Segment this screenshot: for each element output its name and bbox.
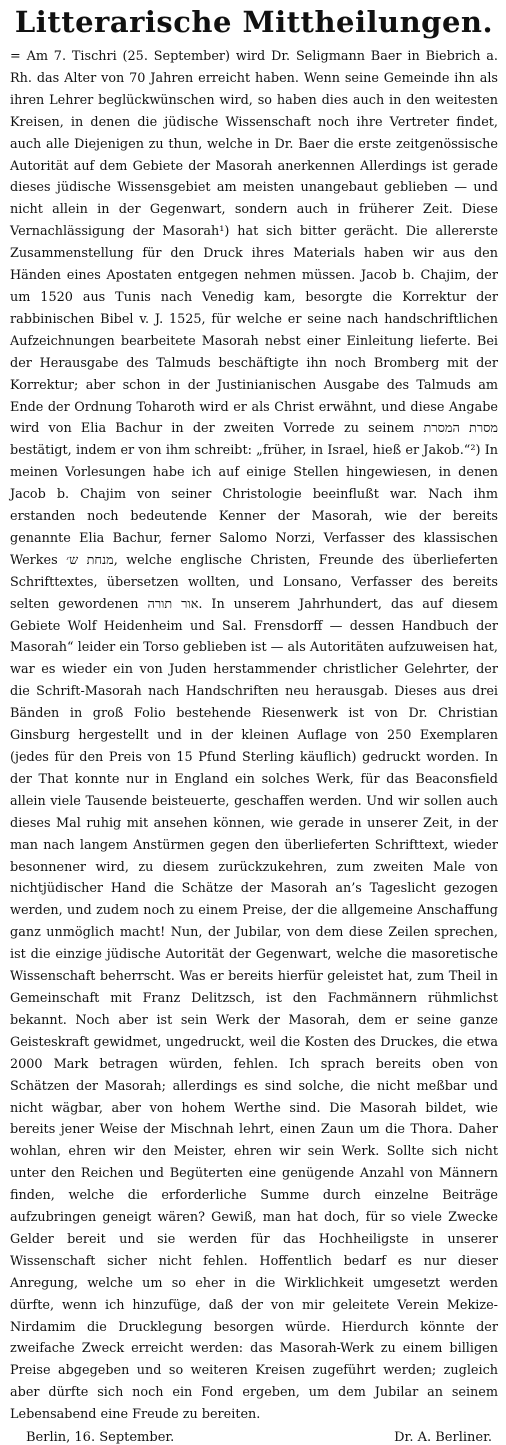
article-body: = Am 7. Tischri (25. September) wird Dr. Seligmann Baer in Biebrich a. Rh. das Alter von 70 Jahren erreicht haben. Wenn seine Gemeinde ihn als ihren Lehrer beglückwünschen wird, so haben dies auch in den weitesten Kreisen, in denen die jüdische Wissenschaft noch ihre Vertreter findet, auch alle Diejenigen zu thun, welche in Dr. Baer die erste zeitgenössische Autorität auf dem Gebiete der Masorah anerkennen Allerdings ist gerade dieses jüdische Wissensgebiet am meisten unangebaut geblieben — und nicht allein in der Gegenwart, sondern auch in früherer Zeit. Diese Vernachlässigung der Masorah¹) hat sich bitter gerächt. Die allererste Zusammenstellung für den Druck ihres Materials haben wir aus den Händen eines Apostaten entgegen nehmen müssen. Jacob b. Chajim, der um 1520 aus Tunis nach Venedig kam, besorgte die Korrektur der rabbinischen Bibel v. J. 1525, für welche er seine nach handschriftlichen Aufzeichnungen bearbeitete Masorah nebst einer Einleitung lieferte. Bei der Herausgabe des Talmuds beschäftigte ihn noch Bromberg mit der Korrektur; aber schon in der Justinianischen Ausgabe des Talmuds am Ende der Ordnung Toharoth wird er als Christ erwähnt, und diese Angabe wird von Elia Bachur in der zweiten Vorrede zu seinem מסרת המסרת bestätigt, indem er von ihm schreibt: „früher, in Israel, hieß er Jakob.“²) In meinen Vorlesungen habe ich auf einige Stellen hingewiesen, in denen Jacob b. Chajim von seiner Christologie beeinflußt war. Nach ihm erstanden noch bedeutende Kenner der Masorah, wie der bereits genannte Elia Bachur, ferner Salomo Norzi, Verfasser des klassischen Werkes מנחת ש׳, welche englische Christen, Freunde des überlieferten Schrifttextes, übersetzen wollten, und Lonsano, Verfasser des bereits selten gewordenen אור תורה. In unserem Jahrhundert, das auf diesem Gebiete Wolf Heidenheim und Sal. Frensdorff — dessen Handbuch der Masorah“ leider ein Torso geblieben ist — als Autoritäten aufzuweisen hat, war es wieder ein von Juden herstammender christlicher Gelehrter, der die Schrift-Masorah nach Handschriften neu herausgab. Dieses aus drei Bänden in groß Folio bestehende Riesenwerk ist von Dr. Christian Ginsburg hergestellt und in der kleinen Auflage von 250 Exemplaren (jedes für den Preis von 15 Pfund Sterling käuflich) gedruckt worden. In der That konnte nur in England ein solches Werk, für das Beaconsfield allein viele Tausende beisteuerte, geschaffen werden. Und wir sollen auch dieses Mal ruhig mit ansehen können, wie gerade in unserer Zeit, in der man nach langem Anstürmen gegen den überlieferten Schrifttext, wieder besonnener wird, zu diesem zurückzukehren, zum zweiten Male von nichtjüdischer Hand die Schätze der Masorah an’s Tageslicht gezogen werden, und zudem noch zu einem Preise, der die allgemeine Anschaffung ganz unmöglich macht! Nun, der Jubilar, von dem diese Zeilen sprechen, ist die einzige jüdische Autorität der Gegenwart, welche die masoretische Wissenschaft beherrscht. Was er bereits hierfür geleistet hat, zum Theil in Gemeinschaft mit Franz Delitzsch, ist den Fachmännern rühmlichst bekannt. Noch aber ist sein Werk der Masorah, dem er seine ganze Geisteskraft gewidmet, ungedruckt, weil die Kosten des Druckes, die etwa 2000 Mark betragen würden, fehlen. Ich sprach bereits oben von Schätzen der Masorah; allerdings es sind solche, die nicht meßbar und nicht wägbar, aber von hohem Werthe sind. Die Masorah bildet, wie bereits jener Weise der Mischnah lehrt, einen Zaun um die Thora. Daher wohlan, ehren wir den Meister, ehren wir sein Werk. Sollte sich nicht unter den Reichen und Begüterten eine genügende Anzahl von Männern finden, welche die erforderliche Summe durch einzelne Beiträge aufzubringen geneigt wären? Gewiß, man hat doch, für so viele Zwecke Gelder bereit und sie werden für das Hochheiligste in unserer Wissenschaft sicher nicht fehlen. Hoffentlich bedarf es nur dieser Anregung, welche um so eher in die Wirklichkeit umgesetzt werden dürfte, wenn ich hinzufüge, daß der von mir geleitete Verein Mekize-Nirdamim die Drucklegung besorgen würde. Hierdurch könnte der zweifache Zweck erreicht werden: das Masorah-Werk zu einem billigen Preise abgegeben und so weiteren Kreisen zugeführt werden; zugleich aber dürfte sich noch ein Fond ergeben, um dem Jubilar an seinem Lebensabend eine Freude zu bereiten. [10,49,499,1423]
signature-row [10,1430,498,1445]
article-title: Litterarische Mittheilungen. [14,5,494,39]
author-signature: Dr. A. Berliner. [394,1430,492,1445]
place-date: Berlin, 16. September. [26,1430,175,1445]
